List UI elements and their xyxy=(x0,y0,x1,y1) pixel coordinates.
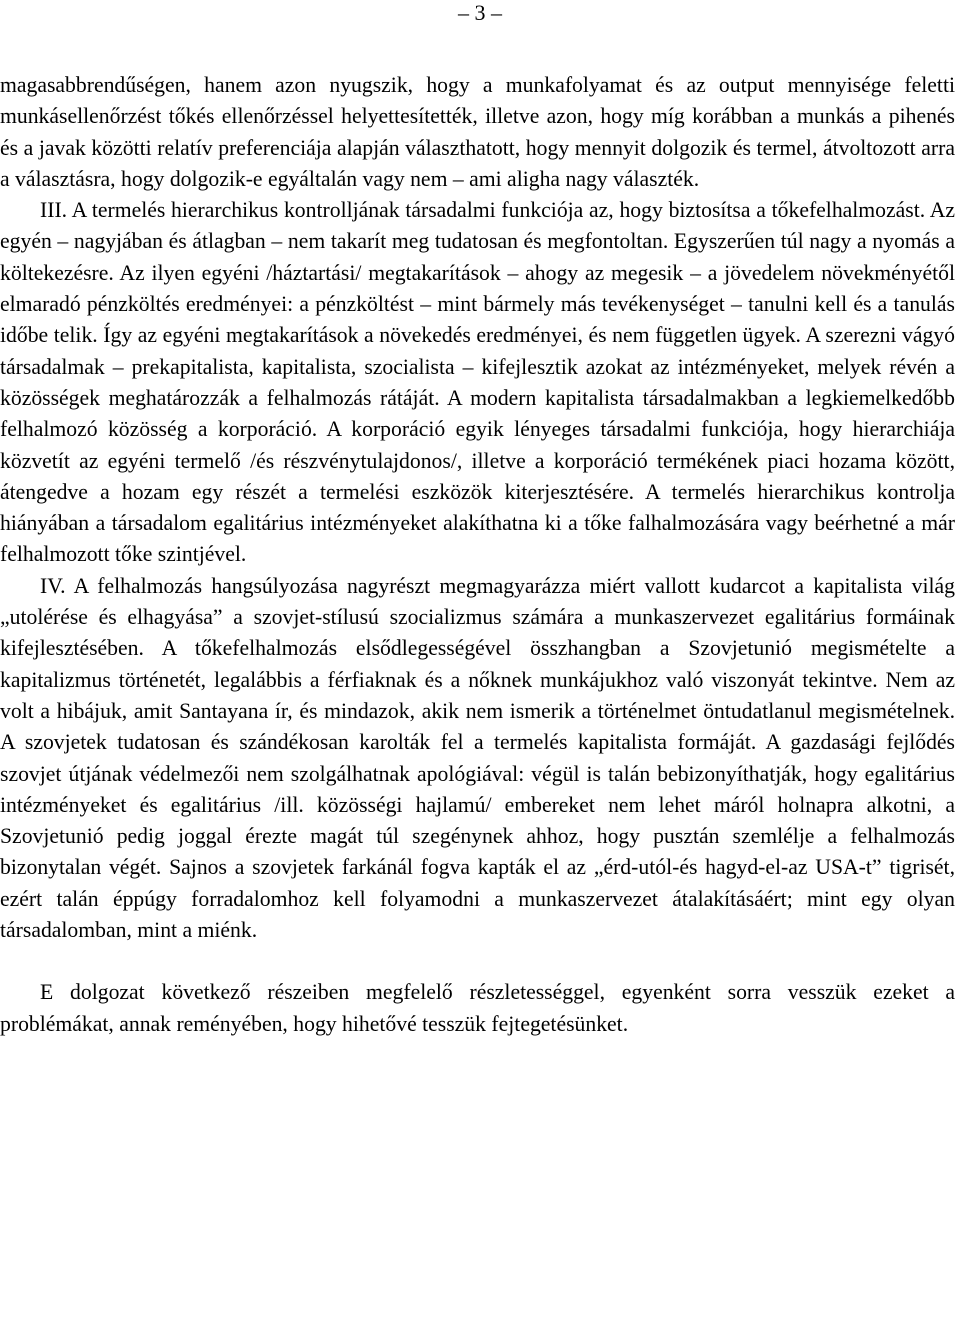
paragraph-spacer xyxy=(0,946,955,977)
paragraph-section-iv: IV. A felhalmozás hangsúlyozása nagyrészt megmagyarázza miért vallott kudarcot a kapitalista világ „utolérése és elhagyása” a szovjet-stílusú szocializmus számára a munkaszervezet egalitárius formáinak kifejlesztésében. A tőkefelhalmozás elsődlegességével összhangban a Szovjetunió megismételte a kapitalizmus történetét, legalábbis a férfiaknak és a nőknek munkájukhoz való viszonyát tekintve. Nem az volt a hibájuk, amit Santayana ír, és mindazok, akik nem ismerik a történelmet öntudatlanul megismételnek. A szovjetek tudatosan és szándékosan karolták fel a termelés kapitalista formáját. A gazdasági fejlődés szovjet útjának védelmezői nem szolgálhatnak apológiával: végül is talán bebizonyíthatják, hogy egalitárius intézményeket és egalitárius /ill. közösségi hajlamú/ embereket nem lehet máról holnapra alkotni, a Szovjetunió pedig joggal érezte magát túl szegénynek ahhoz, hogy pusztán szemlélje a felhalmozás bizonytalan végét. Sajnos a szovjetek farkánál fogva kapták el az „érd-utól-és hagyd-el-az USA-t” tigrisét, ezért talán éppúgy forradalomhoz kell folyamodni a munkaszervezet átalakításáért; mint egy olyan társadalomban, mint a miénk. xyxy=(0,573,955,943)
paragraph-continuation: magasabbrendűségen, hanem azon nyugszik, hogy a munkafolyamat és az output mennyisége feletti munkásellenőrzést tőkés ellenőrzéssel helyettesítették, illetve azon, hogy míg korábban a munkás a pihenés és a javak közötti relatív preferenciája alapján választhatott, hogy mennyit dolgozik és termel, átvoltozott arra a választásra, hogy dolgozik-e egyáltalán vagy nem – ami aligha nagy választék. xyxy=(0,73,955,191)
page-number: – 3 – xyxy=(458,0,502,25)
paragraph-section-iii: III. A termelés hierarchikus kontrolljának társadalmi funkciója az, hogy biztosítsa a tőkefelhalmozást. Az egyén – nagyjában és átlagban – nem takarít meg tudatosan és megfontoltan. Egyszerűen túl nagy a nyomás a költekezésre. Az ilyen egyéni /háztartási/ megtakarítások – ahogy az megesik – a jövedelem növekményétől elmaradó pénzköltés eredményei: a pénzköltést – mint bármely más tevékenységet – tanulni kell és a tanulás időbe telik. Így az egyéni megtakarítások a növekedés eredményei, és nem független ügyek. A szerezni vágyó társadalmak – prekapitalista, kapitalista, szocialista – kifejlesztik azokat az intézményeket, melyek révén a közösségek meghatározzák a felhalmozás rátáját. A modern kapitalista társadalmakban a legkiemelkedőbb felhalmozó közösség a korporáció. A korporáció egyik lényeges társadalmi funkciója, hogy hierarchiája közvetít az egyéni termelő /és részvénytulajdonos/, illetve a korporáció termékének piaci hozama között, átengedve a hozam egy részét a termelési eszközök kiterjesztésére. A termelés hierarchikus kontrolja hiányában a társadalom egalitárius intézményeket alakíthatna ki a tőke falhalmozására vagy beérhetné a már felhalmozott tőke szintjével. xyxy=(0,198,955,567)
document-body xyxy=(0,70,955,1040)
paragraph-closing: E dolgozat következő részeiben megfelelő részletességgel, egyenként sorra vesszük ezeket a problémákat, annak reményében, hogy hihetővé tesszük fejtegetésünket. xyxy=(0,980,955,1036)
